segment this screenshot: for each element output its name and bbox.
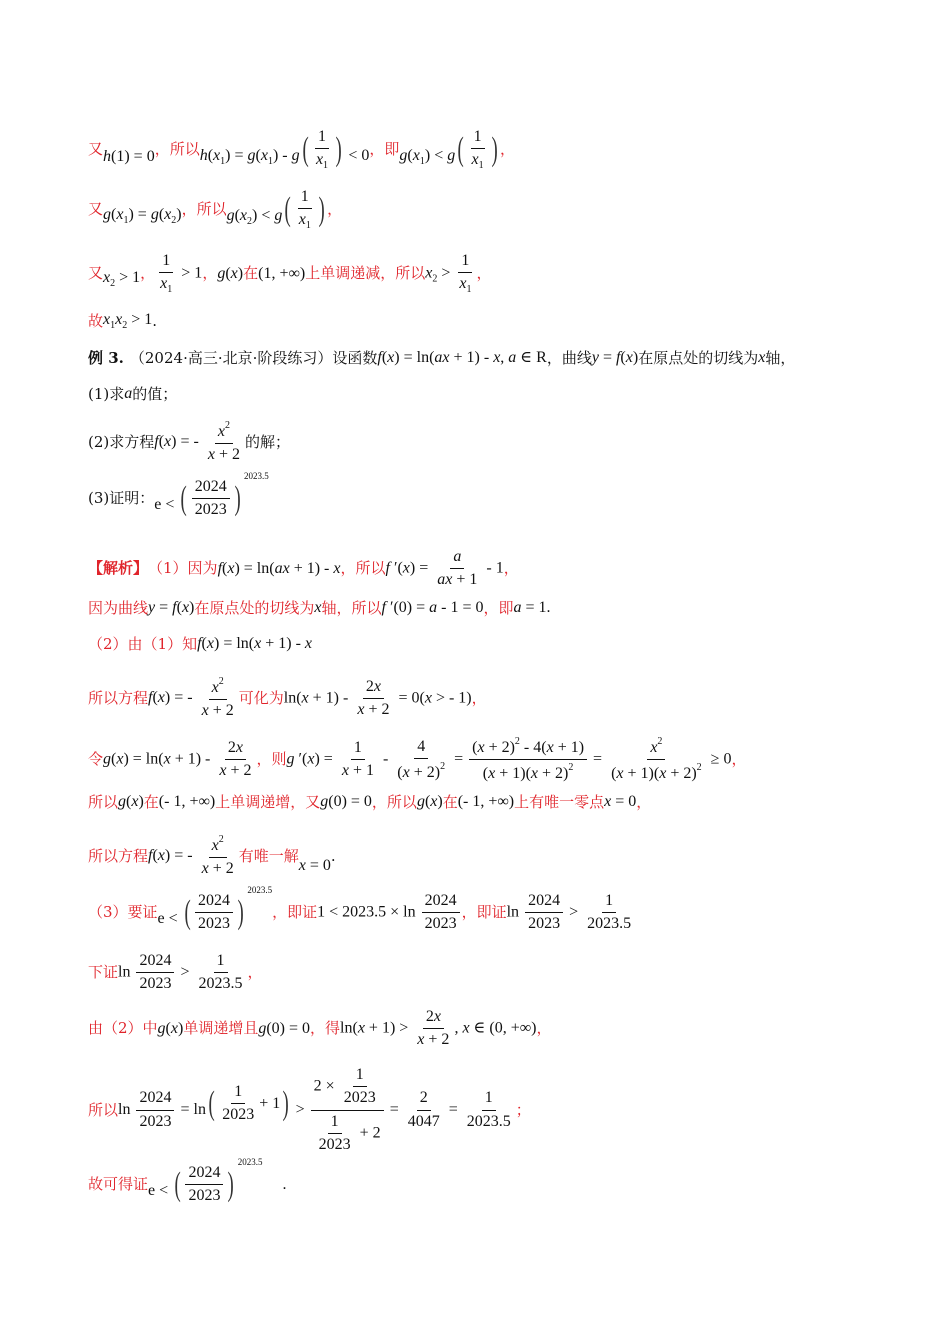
solution-line-11: 所以 ln $\frac{2024}{2023}$ = ln ( $\frac{1}{2023}$ + 1 ) > 2 × $\frac{1}{2023}$ $\frac{1}{2023}$ + 2 = $\frac{2}{4047}$ = $\frac{1}{2023.5}$ ； xyxy=(88,1066,531,1154)
solution-line-12: 故可得证 e < ( $\frac{2024}{2023}$ ) 2023.5 . xyxy=(88,1157,287,1205)
question-2: (2)求方程 f(x) = - $\frac{x^2}{x + 2}$ 的解； xyxy=(88,420,290,464)
proof-line-4: 故 $x_1x_2 > 1$ . xyxy=(88,311,158,331)
solution-line-9: 下证 ln $\frac{2024}{2023}$ > $\frac{1}{2023.5}$ ， xyxy=(88,952,263,993)
solution-line-10: 由（2）中 g(x) 单调递增且 g(0) = 0 ，得 ln(x + 1) > $\frac{2x}{x + 2}$ , x ∈ (0, +∞) ， xyxy=(88,1008,552,1049)
question-3: (3)证明： e < ( $\frac{2024}{2023}$ ) 2023.5 xyxy=(88,471,269,519)
example-label: 例 3. xyxy=(88,348,124,367)
solution-line-7: 所以方程 f(x) = - $\frac{x^2}{x + 2}$ 有唯一解 x = 0 . xyxy=(88,834,336,878)
example-3-statement: 例 3. （2024·高三·北京·阶段练习）设函数 f(x) = ln(ax + 1) - x, a ∈ R ，曲线 y = f(x) 在原点处的切线为 x 轴， xyxy=(88,348,796,367)
question-1: (1)求 a 的值； xyxy=(88,384,178,403)
solution-tag: 【解析】 xyxy=(88,559,149,578)
solution-line-1: 【解析】 （1）因为 f(x) = ln(ax + 1) - x ，所以 f ′(x) = $\frac{a}{ax + 1}$ - 1 ， xyxy=(88,548,519,589)
solution-line-4: 所以方程 f(x) = - $\frac{x^2}{x + 2}$ 可化为 ln(x + 1) - $\frac{2x}{x + 2}$ = 0(x > - 1) ， xyxy=(88,676,487,720)
solution-line-6: 所以 g(x) 在 (- 1, +∞) 上单调递增，又 g(0) = 0 ，所以 g(x) 在 (- 1, +∞) 上有唯一零点 x = 0 ， xyxy=(88,792,652,811)
solution-line-3: （2）由（1）知 f(x) = ln(x + 1) - x xyxy=(88,634,313,653)
proof-line-1: 又 h(1) = 0 ，所以 $h(x_1) = g(x_1) - g$ ( $\frac{1}{x_1}$ ) < 0 ，即 $g(x_1) < g$ ( $\frac{1}{x_1}$ ) ， xyxy=(88,128,515,172)
solution-line-8: （3）要证 e < ( $\frac{2024}{2023}$ ) 2023.5 ，即证 1 < 2023.5 × ln $\frac{2024}{2023}$ ，即证 ln $\frac{2024}{2023}$ > $\frac{1}{2023.5}$ xyxy=(88,885,632,933)
proof-line-3: 又 $x_2 > 1$ ， $\frac{1}{x_1}$ > 1 ， g(x) 在 (1, +∞) 上单调递减，所以 $x_2$ > $\frac{1}{x_1}$ ， xyxy=(88,252,492,296)
proof-line-2: 又 $g(x_1) = g(x_2)$ ，所以 $g(x_2) < g$ ( $\frac{1}{x_1}$ ) ， xyxy=(88,188,343,232)
solution-line-2: 因为曲线 y = f(x) 在原点处的切线为 x 轴，所以 f ′(0) = a - 1 = 0 ，即 a = 1. xyxy=(88,598,551,617)
solution-line-5: 令 g(x) = ln(x + 1) - $\frac{2x}{x + 2}$ ，则 g ′(x) = $\frac{1}{x + 1}$ - $\frac{4}{(x + 2)^2}$ = $\frac{(x + 2)^2 - 4(x + 1)}{(x + 1)(x + 2)^2}$ = $\frac{x^2}{(x + 1)(x + 2)^2}$ ≥ 0 ， xyxy=(88,736,747,783)
